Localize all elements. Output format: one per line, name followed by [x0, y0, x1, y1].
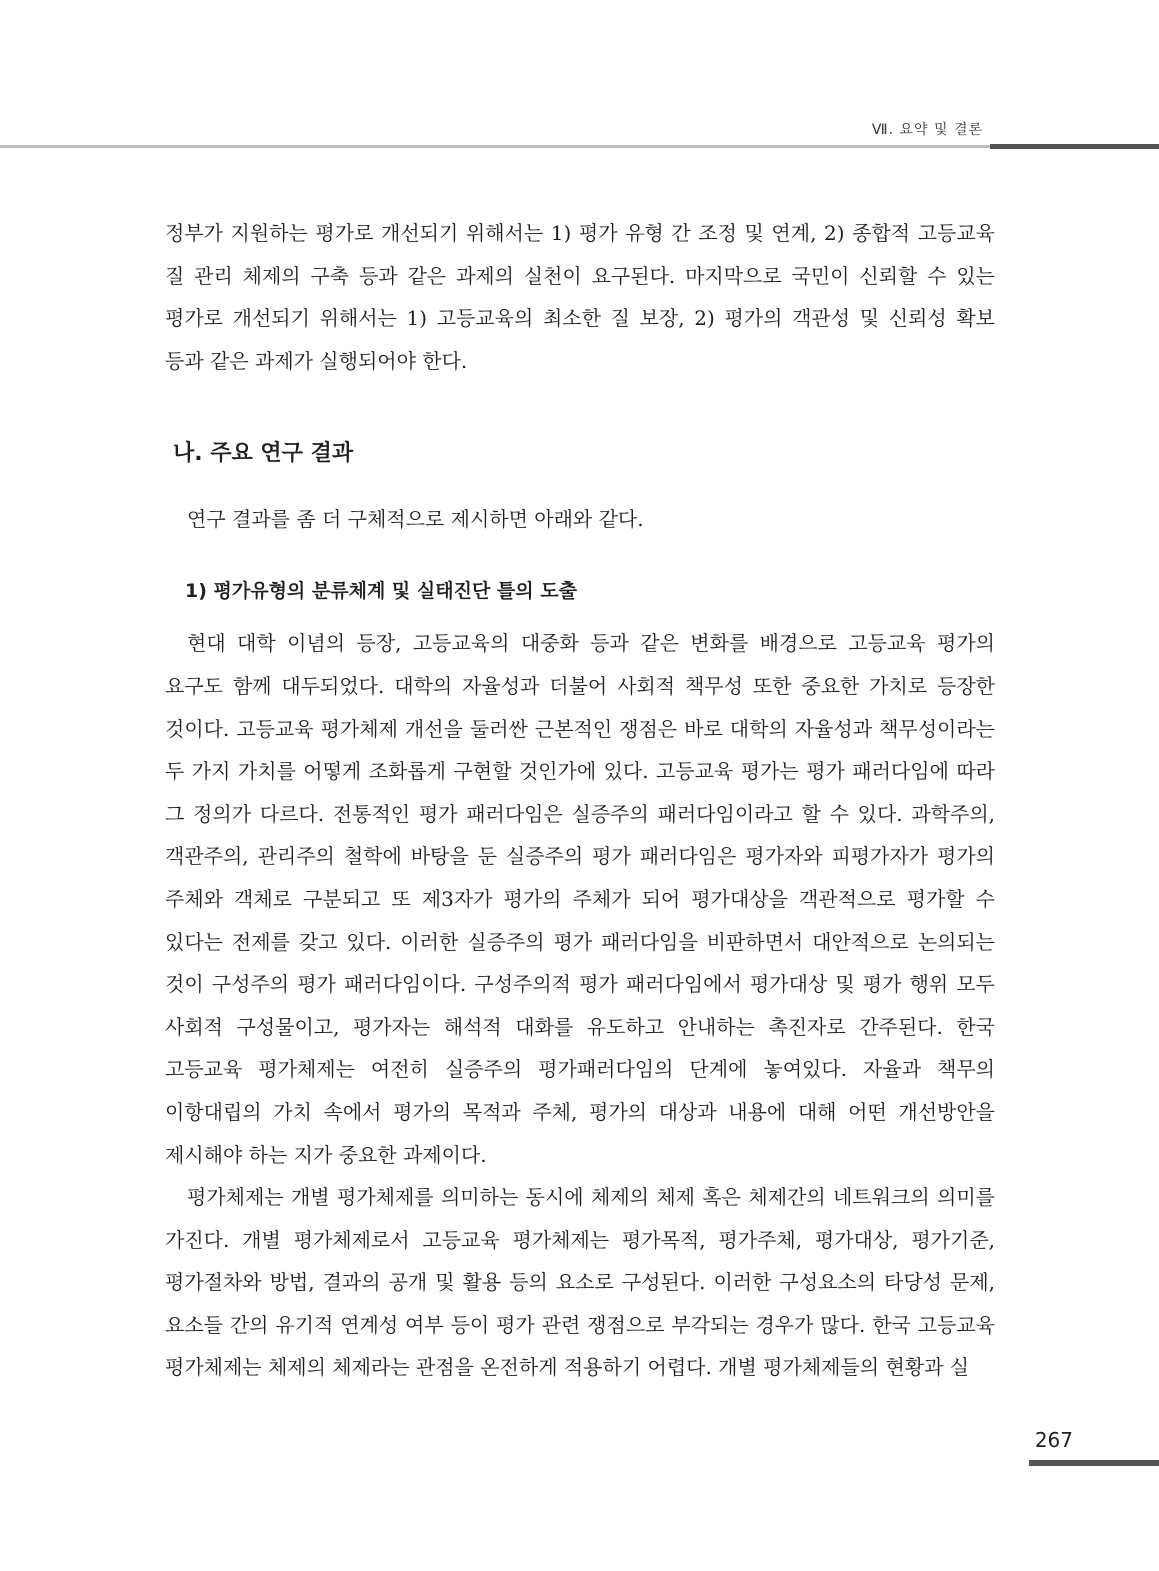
body-paragraph-2: 평가체제는 개별 평가체제를 의미하는 동시에 체제의 체제 혹은 체제간의 네트워크의 의미를 가진다. 개별 평가체제로서 고등교육 평가체제는 평가목적, 평가주체, 평가대상, 평가기준, 평가절차와 방법, 결과의 공개 및 활용 등의 요소로 구성된다. 이러한 구성요소의 타당성 문제, 요소들 간의 유기적 연계성 여부 등이 평가 관련 쟁점으로 부각되는 경우가 많다. 한국 고등교육 평가체제는 체제의 체제라는 관점을 온전하게 적용하기 어렵다. 개별 평가체제들의 현황과 실: [165, 1185, 995, 1380]
body-paragraph-1: 현대 대학 이념의 등장, 고등교육의 대중화 등과 같은 변화를 배경으로 고등교육 평가의 요구도 함께 대두되었다. 대학의 자율성과 더불어 사회적 책무성 또한 중요한 가치로 등장한 것이다. 고등교육 평가체제 개선을 둘러싼 근본적인 쟁점은 바로 대학의 자율성과 책무성이라는 두 가지 가치를 어떻게 조화롭게 구현할 것인가에 있다. 고등교육 평가는 평가 패러다임에 따라 그 정의가 다르다. 전통적인 평가 패러다임은 실증주의 패러다임이라고 할 수 있다. 과학주의, 객관주의, 관리주의 철학에 바탕을 둔 실증주의 평가 패러다임은 평가자와 피평가자가 평가의 주체와 객체로 구분되고 또 제3자가 평가의 주체가 되어 평가대상을 객관적으로 평가할 수 있다는 전제를 갖고 있다. 이러한 실증주의 평가 패러다임을 비판하면서 대안적으로 논의되는 것이 구성주의 평가 패러다임이다. 구성주의적 평가 패러다임에서 평가대상 및 평가 행위 모두 사회적 구성물이고, 평가자는 해석적 대화를 유도하고 안내하는 촉진자로 간주된다. 한국 고등교육 평가체제는 여전히 실증주의 평가패러다임의 단계에 놓여있다. 자율과 책무의 이항대립의 가치 속에서 평가의 목적과 주체, 평가의 대상과 내용에 대해 어떤 개선방안을 제시해야 하는 지가 중요한 과제이다.: [165, 631, 995, 1167]
footer-rule: [1029, 1460, 1159, 1466]
body-block: [165, 622, 995, 1389]
section-heading: 나. 주요 연구 결과: [173, 441, 354, 467]
section-intro: 연구 결과를 좀 더 구체적으로 제시하면 아래와 같다.: [187, 507, 644, 532]
page-number: 267: [1034, 1428, 1073, 1452]
header-rule-accent: [990, 144, 1159, 149]
running-header: Ⅶ. 요약 및 결론: [871, 122, 983, 138]
header-rule: [0, 145, 990, 148]
page-content: [165, 212, 995, 1389]
paragraph-top: 정부가 지원하는 평가로 개선되기 위해서는 1) 평가 유형 간 조정 및 연계, 2) 종합적 고등교육 질 관리 체제의 구축 등과 같은 과제의 실천이 요구된다. 마지막으로 국민이 신뢰할 수 있는 평가로 개선되기 위해서는 1) 고등교육의 최소한 질 보장, 2) 평가의 객관성 및 신뢰성 확보 등과 같은 과제가 실행되어야 한다.: [165, 221, 995, 373]
subsection-heading: 1) 평가유형의 분류체계 및 실태진단 틀의 도출: [185, 580, 577, 603]
